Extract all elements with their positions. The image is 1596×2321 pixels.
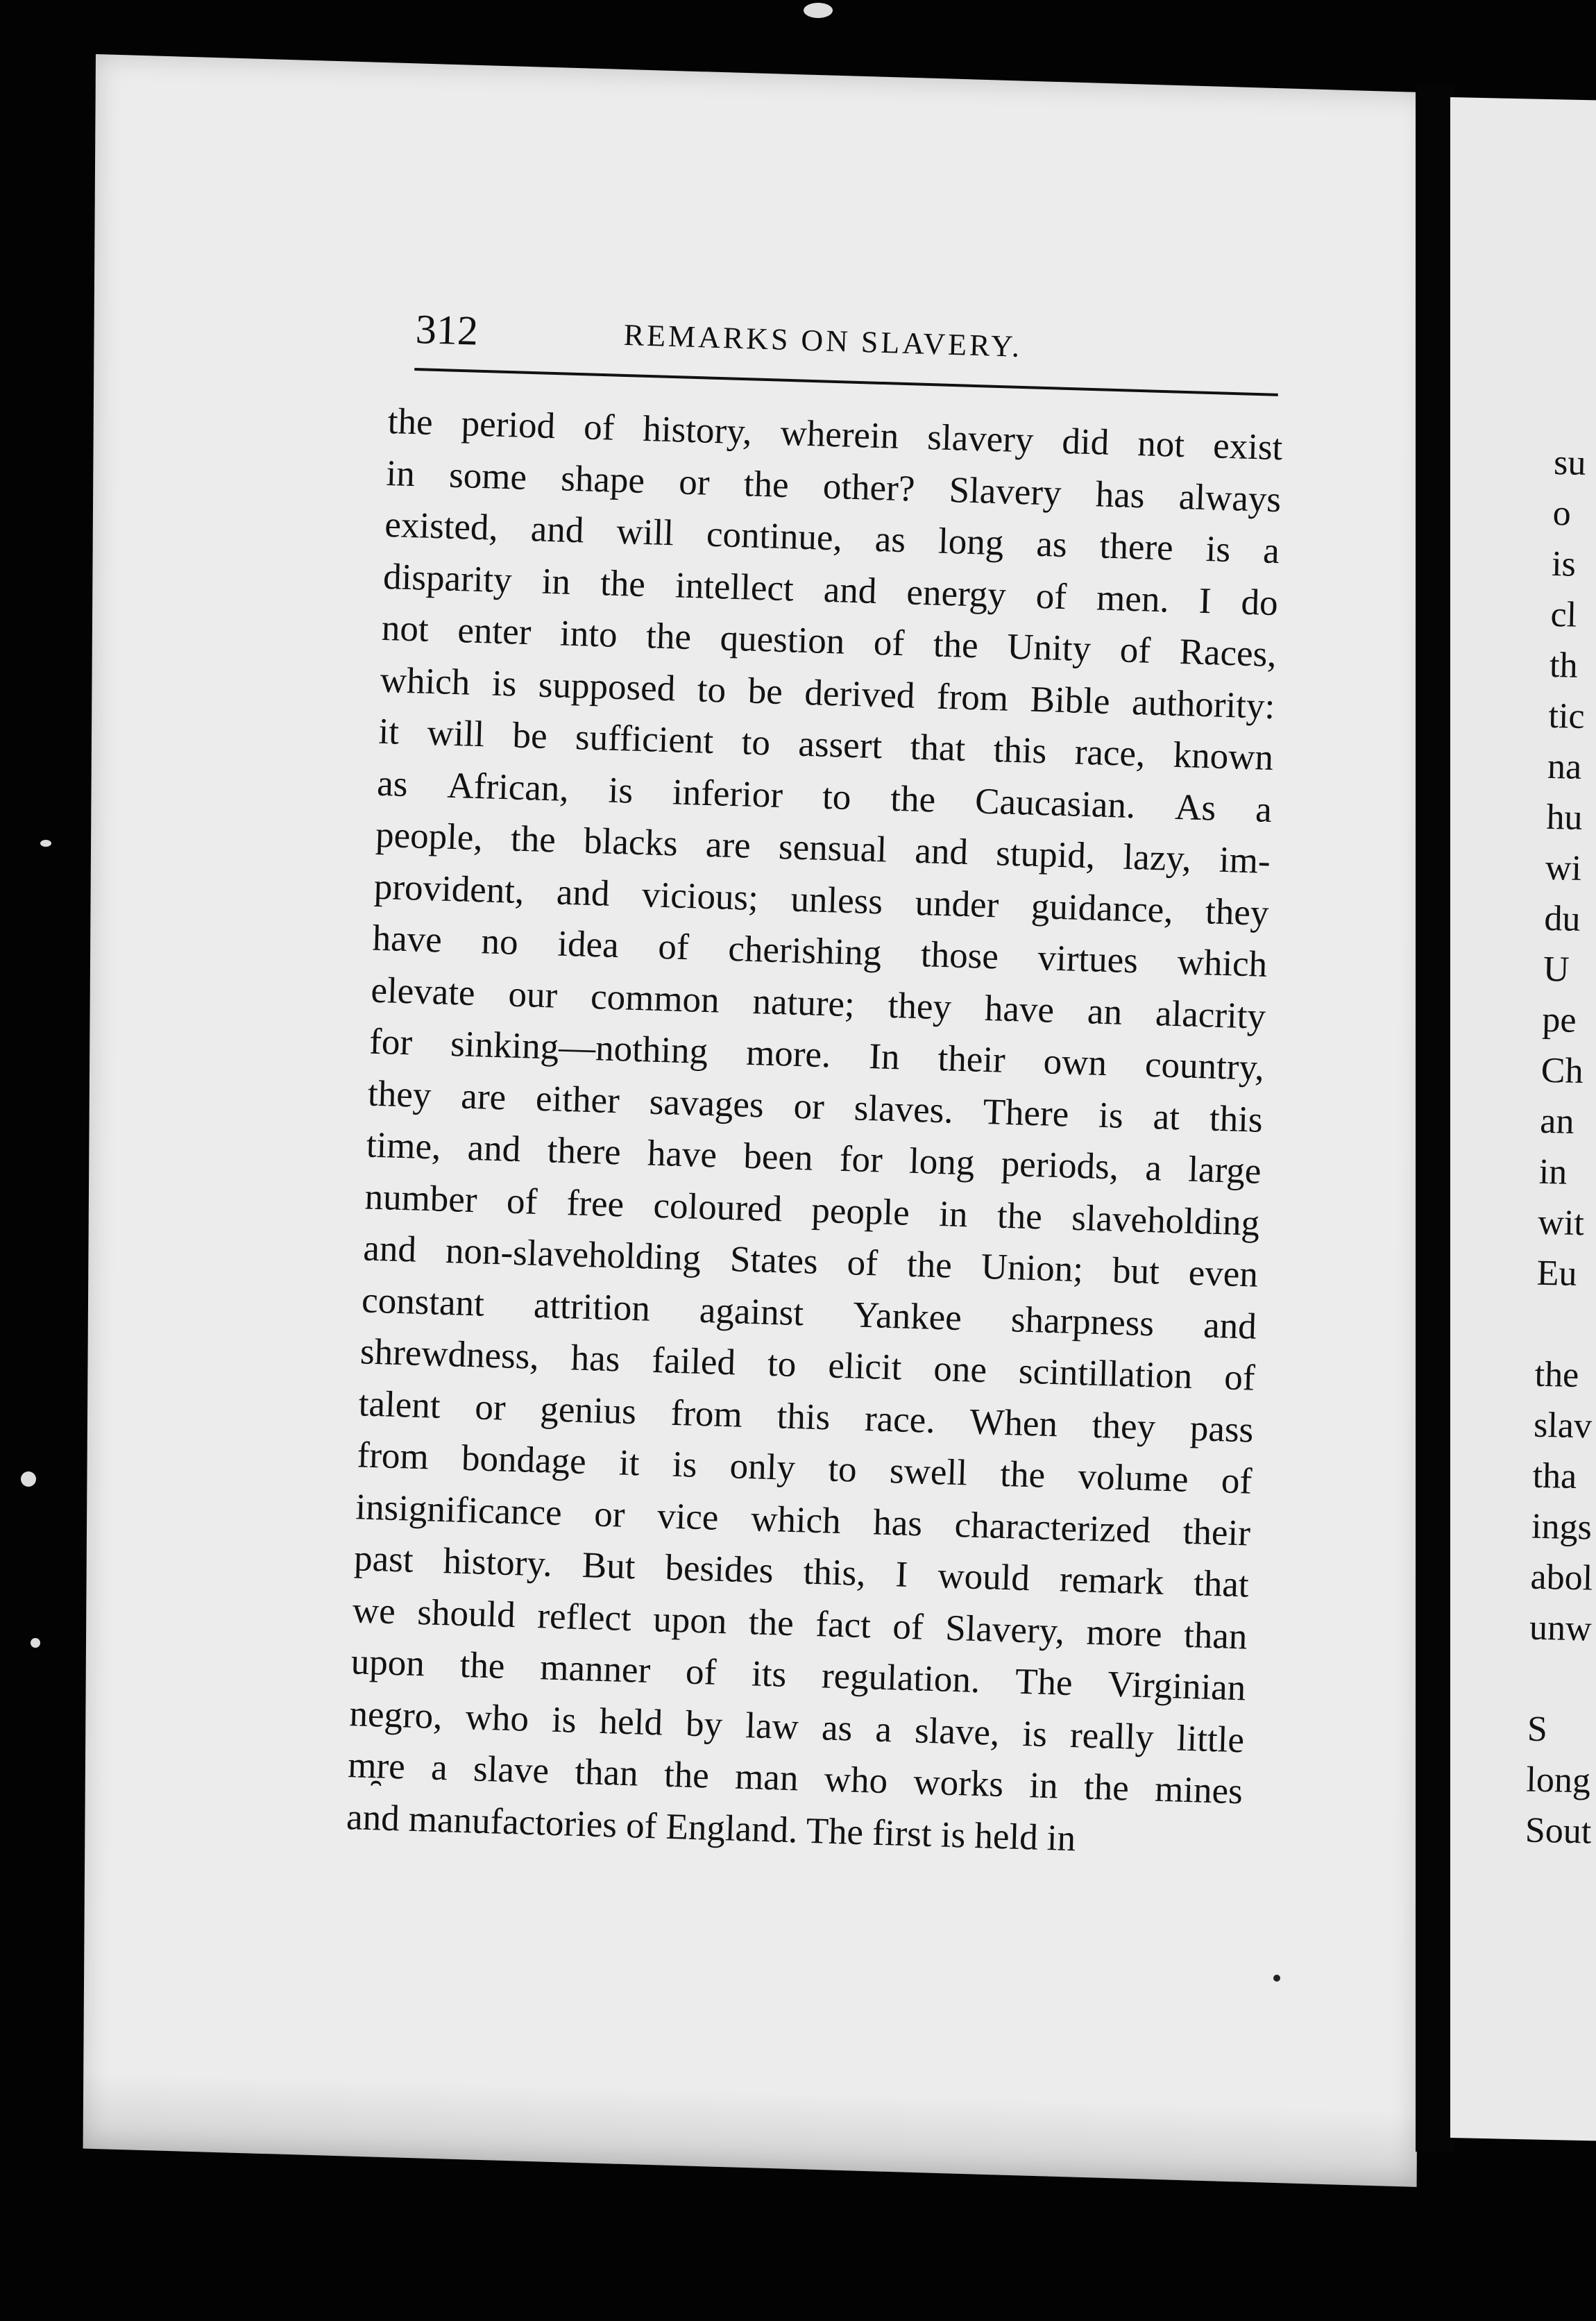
word: disparity xyxy=(382,556,513,600)
word: shrewdness, xyxy=(359,1331,540,1378)
word: Slavery, xyxy=(944,1607,1065,1652)
word: the xyxy=(1083,1766,1130,1809)
word: authority: xyxy=(1131,682,1276,727)
word: vice xyxy=(656,1495,720,1538)
facing-page-fragment: na xyxy=(1547,746,1582,787)
word: to xyxy=(827,1449,858,1490)
word: is xyxy=(672,1444,698,1485)
word: no xyxy=(480,921,519,963)
word: past xyxy=(353,1538,414,1580)
facing-page-fragment: hu xyxy=(1545,797,1584,838)
word: period xyxy=(460,403,556,447)
word: to xyxy=(740,722,771,763)
word: virtues xyxy=(1037,938,1139,981)
word: other? xyxy=(822,466,916,509)
word: insignificance xyxy=(355,1486,563,1533)
word: But xyxy=(581,1545,636,1587)
word: this xyxy=(1209,1098,1264,1140)
word: Slavery xyxy=(948,469,1062,514)
word: not xyxy=(381,607,430,650)
facing-page-fragment: Eu xyxy=(1536,1253,1578,1294)
word: number xyxy=(364,1176,478,1220)
body-text xyxy=(346,396,1283,1869)
word: the xyxy=(906,1244,953,1286)
scan-speck xyxy=(804,3,833,18)
word: our xyxy=(507,974,559,1016)
facing-page-fragment: Ch xyxy=(1540,1050,1584,1092)
word: of xyxy=(846,1242,878,1284)
word: did xyxy=(1061,421,1110,463)
facing-page-fragment: an xyxy=(1539,1101,1575,1142)
word: race, xyxy=(1073,732,1146,775)
scan-speck xyxy=(21,1471,36,1487)
word: The xyxy=(1015,1661,1073,1704)
word: a xyxy=(430,1747,448,1789)
word: really xyxy=(1069,1714,1155,1758)
word: history, xyxy=(642,408,753,453)
word: is xyxy=(1098,1095,1124,1136)
word: Yankee xyxy=(852,1294,962,1338)
word: a xyxy=(1262,530,1280,572)
word: slave xyxy=(473,1748,550,1791)
word: the xyxy=(510,818,557,861)
word: who xyxy=(823,1759,888,1802)
word: upon xyxy=(350,1641,425,1685)
word: States xyxy=(729,1239,819,1282)
running-head: REMARKS ON SLAVERY. xyxy=(623,317,1023,364)
facing-page-fragment: the xyxy=(1534,1354,1579,1396)
word: held xyxy=(598,1700,663,1744)
word: should xyxy=(416,1592,516,1635)
word: long xyxy=(937,521,1005,564)
word: pass xyxy=(1189,1408,1255,1451)
word: or xyxy=(678,461,711,503)
facing-page-fragment: long xyxy=(1525,1759,1591,1801)
word: regulation. xyxy=(821,1655,981,1701)
word: will xyxy=(426,712,485,755)
word: those xyxy=(920,934,999,977)
word: are xyxy=(460,1076,507,1117)
page-number: 312 xyxy=(415,305,479,354)
word: and xyxy=(362,1228,417,1270)
word: and xyxy=(914,830,969,873)
word: is xyxy=(551,1699,577,1741)
word: law xyxy=(745,1705,799,1747)
word: African, xyxy=(446,765,570,809)
word: or xyxy=(474,1386,507,1428)
word: a xyxy=(874,1709,892,1750)
word: vicious; xyxy=(641,874,759,918)
facing-page-fragment: du xyxy=(1543,898,1581,939)
word: sharpness xyxy=(1010,1299,1155,1344)
word: is xyxy=(1021,1713,1048,1755)
word: the xyxy=(890,778,937,820)
word: non-slaveholding xyxy=(445,1230,702,1278)
word: of xyxy=(892,1605,924,1648)
word: long xyxy=(908,1140,976,1183)
word: energy xyxy=(906,571,1007,616)
word: elevate xyxy=(370,970,476,1013)
word: in xyxy=(1028,1765,1059,1807)
facing-page-fragment: wi xyxy=(1545,847,1582,888)
word: I xyxy=(1198,580,1212,621)
word: talent xyxy=(358,1383,441,1426)
word: be xyxy=(511,715,548,757)
word: enter xyxy=(457,610,532,653)
word: country, xyxy=(1144,1044,1265,1088)
word: but xyxy=(1112,1250,1160,1292)
word: existed, xyxy=(384,504,499,548)
word: slaveholding xyxy=(1071,1197,1260,1244)
word: for xyxy=(839,1138,883,1181)
word: race. xyxy=(864,1398,936,1441)
word: slave, xyxy=(914,1710,1001,1753)
word: an xyxy=(1087,990,1123,1033)
word: question xyxy=(719,618,846,662)
scan-speck xyxy=(31,1638,40,1648)
facing-page-fragment: U xyxy=(1543,949,1570,990)
facing-page-fragment: o xyxy=(1552,493,1572,534)
word: who xyxy=(464,1696,529,1739)
facing-page-fragment: slav xyxy=(1533,1405,1593,1446)
facing-page-fragment: S xyxy=(1527,1709,1548,1750)
word: only xyxy=(729,1446,796,1489)
word: at xyxy=(1152,1096,1180,1138)
word: Unity xyxy=(1006,626,1092,670)
word: im- xyxy=(1219,839,1271,881)
word: the xyxy=(645,616,692,658)
word: it xyxy=(377,711,400,752)
word: have xyxy=(984,988,1055,1031)
word: people, xyxy=(375,814,484,859)
word: some xyxy=(448,455,527,498)
word: men. xyxy=(1096,577,1170,620)
word: works xyxy=(912,1762,1004,1805)
word: for xyxy=(368,1021,414,1063)
word: there xyxy=(1098,525,1174,568)
word: and xyxy=(556,872,611,914)
word: bondage xyxy=(461,1437,587,1483)
word: to xyxy=(697,668,727,711)
facing-page-fragment: tha xyxy=(1532,1455,1577,1496)
word: this xyxy=(992,729,1048,772)
word: is xyxy=(1205,529,1232,571)
facing-page-fragment: ings xyxy=(1531,1506,1593,1548)
word: in xyxy=(541,561,571,602)
word: this xyxy=(776,1395,831,1438)
word: as xyxy=(874,518,906,561)
word: Races, xyxy=(1178,631,1277,675)
word: assert xyxy=(797,723,883,767)
word: or xyxy=(593,1494,626,1535)
word: the xyxy=(459,1644,506,1687)
word: it xyxy=(618,1442,640,1484)
word: lazy, xyxy=(1122,836,1192,879)
word: have xyxy=(647,1133,718,1176)
word: of xyxy=(1223,1357,1256,1399)
word: to xyxy=(822,776,852,818)
facing-page-fragment: Sout xyxy=(1525,1810,1592,1852)
word: of xyxy=(1035,575,1067,617)
word: more xyxy=(1085,1612,1163,1655)
word: of xyxy=(1221,1460,1253,1502)
facing-page-fragment: abol xyxy=(1530,1557,1593,1598)
word: this, xyxy=(802,1551,867,1594)
facing-page-fragment: cl xyxy=(1550,594,1577,635)
word: they xyxy=(1205,891,1270,934)
word: is xyxy=(607,770,634,811)
word: and xyxy=(466,1127,522,1170)
word: would xyxy=(937,1555,1030,1599)
word: has xyxy=(872,1501,923,1544)
word: its xyxy=(751,1653,788,1695)
word: little xyxy=(1176,1718,1245,1760)
word: and xyxy=(823,569,878,611)
word: as xyxy=(376,763,409,804)
word: swell xyxy=(889,1451,968,1494)
word: which xyxy=(379,659,471,703)
facing-page-fragment: su xyxy=(1553,442,1587,483)
facing-page-fragment xyxy=(1528,1653,1595,1705)
word: sufficient xyxy=(575,717,715,762)
word: the xyxy=(663,1754,710,1796)
facing-page-fragment: unw xyxy=(1529,1607,1593,1649)
word: and xyxy=(530,509,585,551)
word: elicit xyxy=(827,1345,903,1388)
word: stupid, xyxy=(995,833,1096,877)
word: of xyxy=(657,926,690,968)
word: the xyxy=(933,624,979,666)
word: free xyxy=(566,1182,625,1225)
word: which xyxy=(1176,942,1268,985)
word: either xyxy=(535,1078,620,1121)
word: sensual xyxy=(778,826,888,870)
word: from xyxy=(670,1392,743,1435)
word: Union; xyxy=(980,1246,1084,1290)
word: supposed xyxy=(538,664,677,709)
word: common xyxy=(590,976,720,1021)
word: that xyxy=(909,727,967,769)
word: the xyxy=(600,562,646,605)
word: and xyxy=(1203,1304,1257,1347)
word: genius xyxy=(539,1388,637,1432)
word: slavery xyxy=(926,417,1035,461)
word: fact xyxy=(815,1603,872,1646)
word: upon xyxy=(652,1598,728,1641)
word: not xyxy=(1137,423,1185,466)
word: the xyxy=(999,1453,1046,1496)
word: volume xyxy=(1077,1456,1189,1500)
word: has xyxy=(1095,473,1146,516)
word: blacks xyxy=(583,820,679,864)
word: Virginian xyxy=(1107,1664,1247,1709)
facing-page-fragment xyxy=(1535,1299,1596,1351)
word: under xyxy=(914,882,1000,925)
word: known xyxy=(1172,734,1274,779)
word: Caucasian. xyxy=(974,780,1137,826)
word: shape xyxy=(560,457,645,501)
book-gutter xyxy=(1416,83,1454,2152)
word: has xyxy=(570,1337,621,1380)
word: coloured xyxy=(652,1185,783,1229)
word: a xyxy=(1255,788,1273,830)
word: history. xyxy=(442,1541,553,1585)
word: that xyxy=(1193,1563,1250,1605)
word: always xyxy=(1178,476,1282,520)
word: the xyxy=(387,400,434,443)
word: exist xyxy=(1212,425,1284,469)
word: their xyxy=(1182,1511,1251,1554)
word: than xyxy=(574,1751,639,1794)
word: they xyxy=(367,1073,432,1115)
word: attrition xyxy=(533,1285,651,1329)
word: scintillation xyxy=(1018,1351,1194,1396)
word: more. xyxy=(745,1032,832,1076)
word: in xyxy=(385,453,416,494)
word: manner xyxy=(539,1647,652,1691)
word: we xyxy=(352,1589,396,1632)
word: unless xyxy=(790,879,883,922)
word: man xyxy=(734,1756,799,1799)
word: a xyxy=(1144,1147,1162,1189)
word: time, xyxy=(366,1124,442,1167)
word: have xyxy=(371,918,443,961)
word: I xyxy=(894,1554,909,1595)
word: of xyxy=(1119,630,1151,671)
facing-page-fragment: tic xyxy=(1547,695,1586,736)
word: large xyxy=(1187,1149,1262,1192)
word: from xyxy=(936,676,1009,719)
word: the xyxy=(996,1195,1043,1237)
word: of xyxy=(685,1651,718,1693)
word: alacrity xyxy=(1155,993,1266,1037)
word: than xyxy=(1183,1614,1248,1657)
word: wherein xyxy=(779,412,900,457)
word: inferior xyxy=(672,771,783,816)
facing-page-fragment: in xyxy=(1538,1151,1568,1192)
word: slaves. xyxy=(854,1087,954,1131)
word: besides xyxy=(664,1547,774,1592)
word: which xyxy=(750,1498,842,1542)
word: intellect xyxy=(674,564,795,609)
word: there xyxy=(546,1130,622,1173)
word: are xyxy=(705,824,752,866)
word: people xyxy=(810,1190,910,1233)
word: they xyxy=(887,985,952,1027)
word: negro, xyxy=(348,1693,443,1737)
word: continue, xyxy=(706,514,843,559)
word: m̯re xyxy=(347,1745,406,1787)
word: to xyxy=(767,1343,797,1385)
word: as xyxy=(821,1707,854,1749)
scan-speck xyxy=(40,840,51,847)
facing-page-fragment: wit xyxy=(1537,1202,1585,1244)
word: their xyxy=(937,1038,1006,1081)
word: In xyxy=(868,1036,901,1078)
word: When xyxy=(969,1401,1058,1444)
word: own xyxy=(1042,1041,1107,1084)
line-text: and manufactories of England. The first is held in xyxy=(346,1796,1077,1859)
word: idea xyxy=(557,923,620,966)
word: the xyxy=(743,463,790,505)
facing-page-fragment: th xyxy=(1549,645,1579,686)
word: by xyxy=(685,1703,724,1745)
word: will xyxy=(616,511,674,554)
scan-speck xyxy=(1273,1975,1280,1982)
word: the xyxy=(748,1601,795,1644)
word: one xyxy=(933,1348,987,1391)
word: There xyxy=(982,1091,1070,1135)
word: nature; xyxy=(752,981,856,1024)
word: into xyxy=(559,613,618,655)
word: sinking—nothing xyxy=(450,1024,708,1072)
word: failed xyxy=(651,1340,736,1383)
word: of xyxy=(583,407,616,448)
word: against xyxy=(699,1290,804,1333)
word: provident, xyxy=(373,866,525,911)
word: Bible xyxy=(1029,679,1111,722)
word: be xyxy=(747,670,783,712)
facing-page-fragment: pe xyxy=(1541,999,1577,1040)
word: remark xyxy=(1059,1559,1164,1603)
word: do xyxy=(1240,582,1279,623)
facing-page-fragment: is xyxy=(1551,543,1577,584)
word: reflect xyxy=(536,1595,632,1639)
word: periods, xyxy=(1000,1143,1119,1188)
word: savages xyxy=(649,1081,765,1125)
word: even xyxy=(1188,1252,1259,1295)
word: is xyxy=(491,663,518,704)
word: mines xyxy=(1154,1769,1243,1812)
word: they xyxy=(1092,1405,1156,1447)
word: constant xyxy=(361,1279,485,1324)
word: cherishing xyxy=(727,928,883,974)
word: guidance, xyxy=(1030,886,1174,931)
word: been xyxy=(742,1136,814,1179)
word: as xyxy=(1035,523,1068,566)
word: or xyxy=(792,1086,825,1127)
word: in xyxy=(938,1193,969,1235)
word: from xyxy=(356,1435,430,1478)
word: of xyxy=(506,1181,538,1222)
word: characterized xyxy=(953,1504,1151,1551)
word: derived xyxy=(804,672,916,716)
word: of xyxy=(873,622,906,664)
word: As xyxy=(1174,786,1217,829)
